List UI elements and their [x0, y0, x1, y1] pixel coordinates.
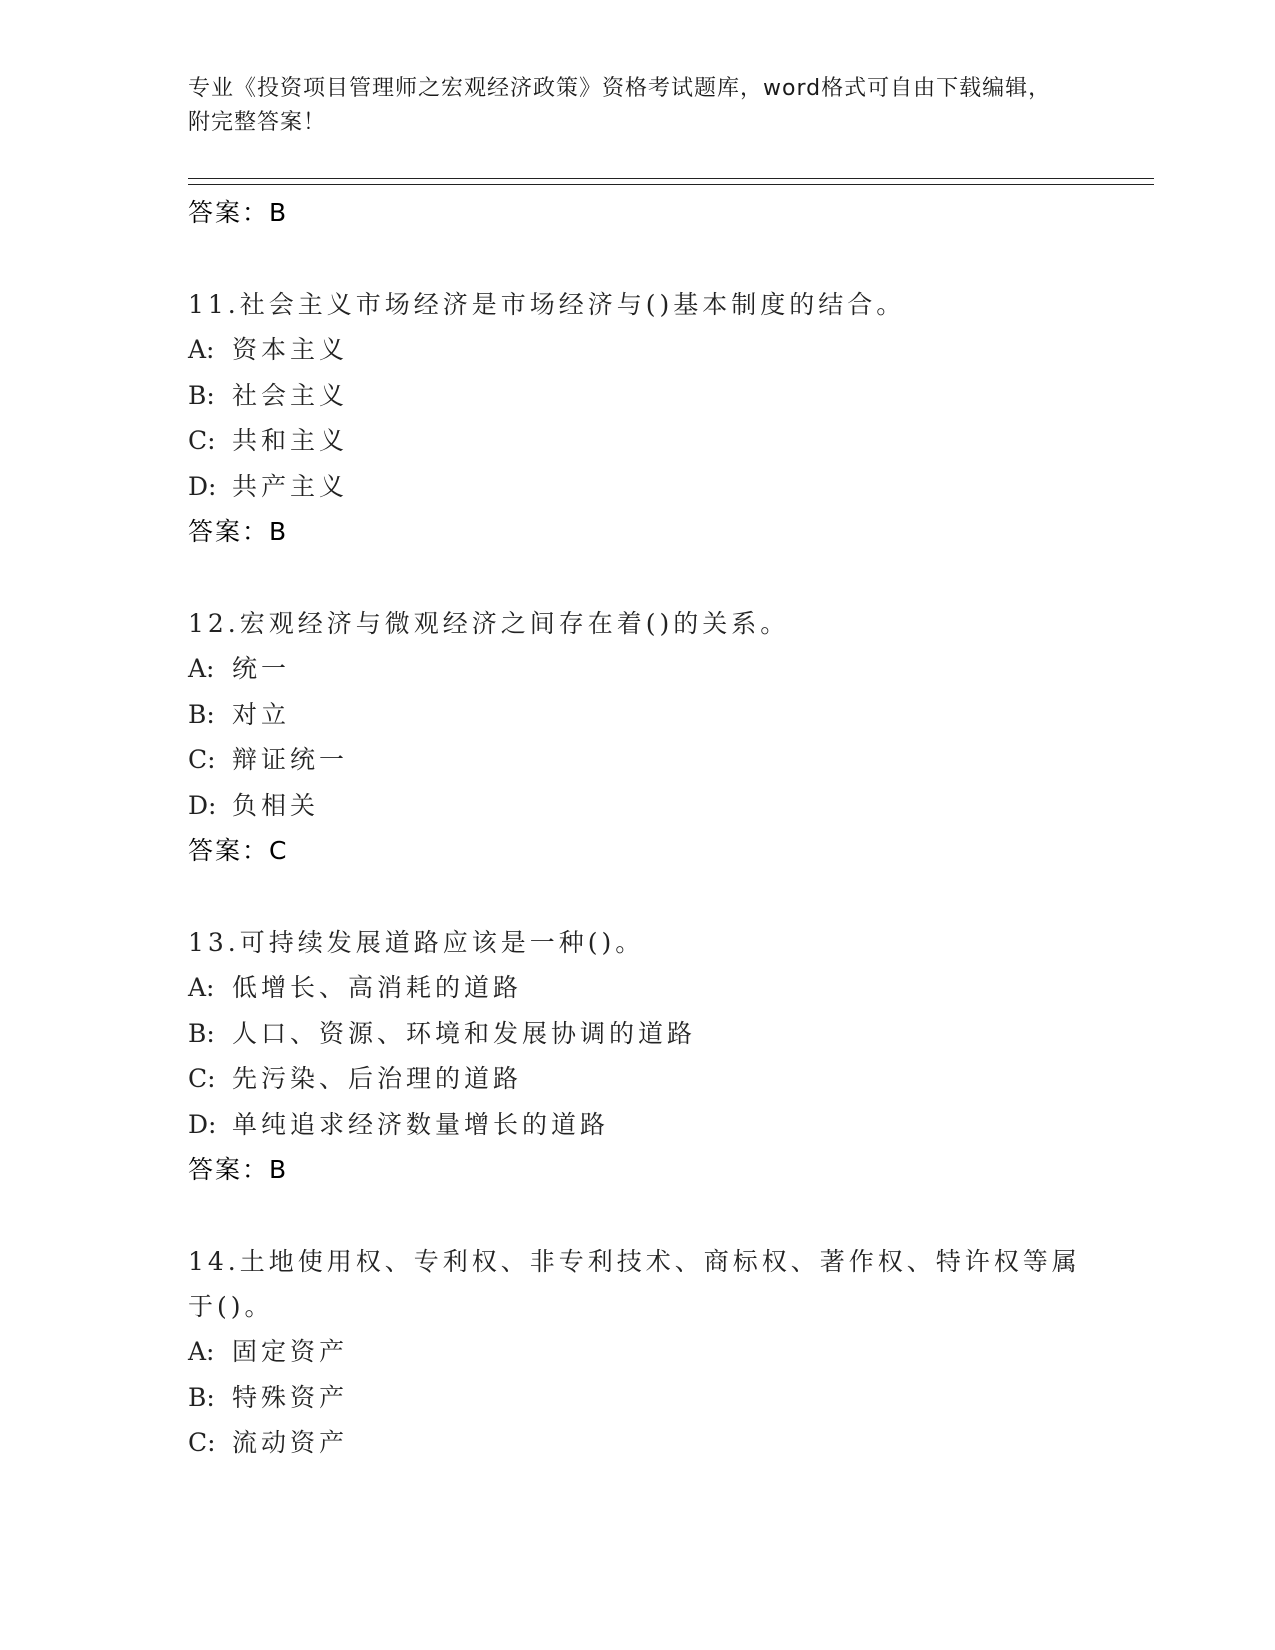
header-divider-top: [188, 178, 1154, 179]
question-text: 14.土地使用权、专利权、非专利技术、商标权、著作权、特许权等属于()。: [188, 1247, 1081, 1321]
answer-label: 答案：: [188, 517, 270, 546]
option-letter: B:: [188, 1382, 215, 1412]
document-header: 专业《投资项目管理师之宏观经济政策》资格考试题库，word格式可自由下载编辑，附完整答案！: [188, 76, 1052, 135]
option-text: 特殊资产: [232, 1382, 349, 1412]
question-11: [188, 282, 1088, 555]
answer-label: 答案：: [188, 1155, 270, 1184]
option-text: 资本主义: [232, 335, 349, 364]
option-letter: D:: [188, 471, 217, 501]
option-letter: B:: [188, 699, 215, 729]
option-b: [188, 373, 1088, 419]
answer-label: 答案：: [188, 836, 270, 865]
option-a: [188, 646, 1088, 692]
option-text: 共和主义: [232, 426, 349, 455]
option-text: 共产主义: [232, 471, 349, 501]
option-a: [188, 327, 1088, 373]
option-letter: D:: [188, 1109, 217, 1139]
option-d: [188, 464, 1088, 510]
answer-line: [188, 1147, 1088, 1193]
option-c: [188, 1056, 1088, 1102]
option-letter: C:: [188, 1064, 216, 1093]
option-letter: D:: [188, 790, 217, 820]
option-letter: A:: [188, 973, 215, 1002]
question-14: [188, 1239, 1088, 1466]
option-letter: A:: [188, 335, 215, 364]
question-12: [188, 601, 1088, 874]
option-text: 低增长、高消耗的道路: [232, 973, 523, 1002]
answer-value: B: [269, 517, 289, 546]
answer-value: C: [269, 836, 289, 865]
answer-value: B: [269, 1155, 289, 1184]
option-text: 人口、资源、环境和发展协调的道路: [232, 1018, 697, 1048]
option-text: 先污染、后治理的道路: [232, 1064, 523, 1093]
option-d: [188, 1102, 1088, 1148]
option-text: 对立: [232, 699, 291, 729]
option-b: [188, 1011, 1088, 1057]
option-c: [188, 1420, 1088, 1466]
option-c: [188, 737, 1088, 783]
option-d: [188, 783, 1088, 829]
question-text: 13.可持续发展道路应该是一种()。: [188, 928, 645, 957]
answer-line: [188, 828, 1088, 874]
question-list: [188, 190, 1088, 1466]
option-b: [188, 692, 1088, 738]
question-13: [188, 920, 1088, 1193]
option-text: 单纯追求经济数量增长的道路: [232, 1109, 610, 1139]
option-letter: C:: [188, 745, 216, 774]
option-text: 负相关: [232, 790, 320, 820]
option-text: 统一: [232, 654, 291, 683]
question-text: 11.社会主义市场经济是市场经济与()基本制度的结合。: [188, 290, 906, 319]
option-a: [188, 965, 1088, 1011]
answer-line: [188, 190, 1088, 236]
option-text: 固定资产: [232, 1337, 349, 1366]
option-letter: A:: [188, 1337, 215, 1366]
option-b: [188, 1375, 1088, 1421]
option-letter: C:: [188, 426, 216, 455]
option-letter: B:: [188, 1018, 215, 1048]
option-a: [188, 1329, 1088, 1375]
question-text: 12.宏观经济与微观经济之间存在着()的关系。: [188, 609, 790, 638]
option-text: 辩证统一: [232, 745, 349, 774]
header-divider-bottom: [188, 184, 1154, 185]
option-letter: B:: [188, 380, 215, 410]
option-text: 社会主义: [232, 380, 349, 410]
answer-line: [188, 509, 1088, 555]
option-letter: C:: [188, 1428, 216, 1457]
option-letter: A:: [188, 654, 215, 683]
option-c: [188, 418, 1088, 464]
answer-label: 答案：: [188, 198, 270, 227]
answer-value: B: [269, 198, 289, 227]
option-text: 流动资产: [232, 1428, 349, 1457]
